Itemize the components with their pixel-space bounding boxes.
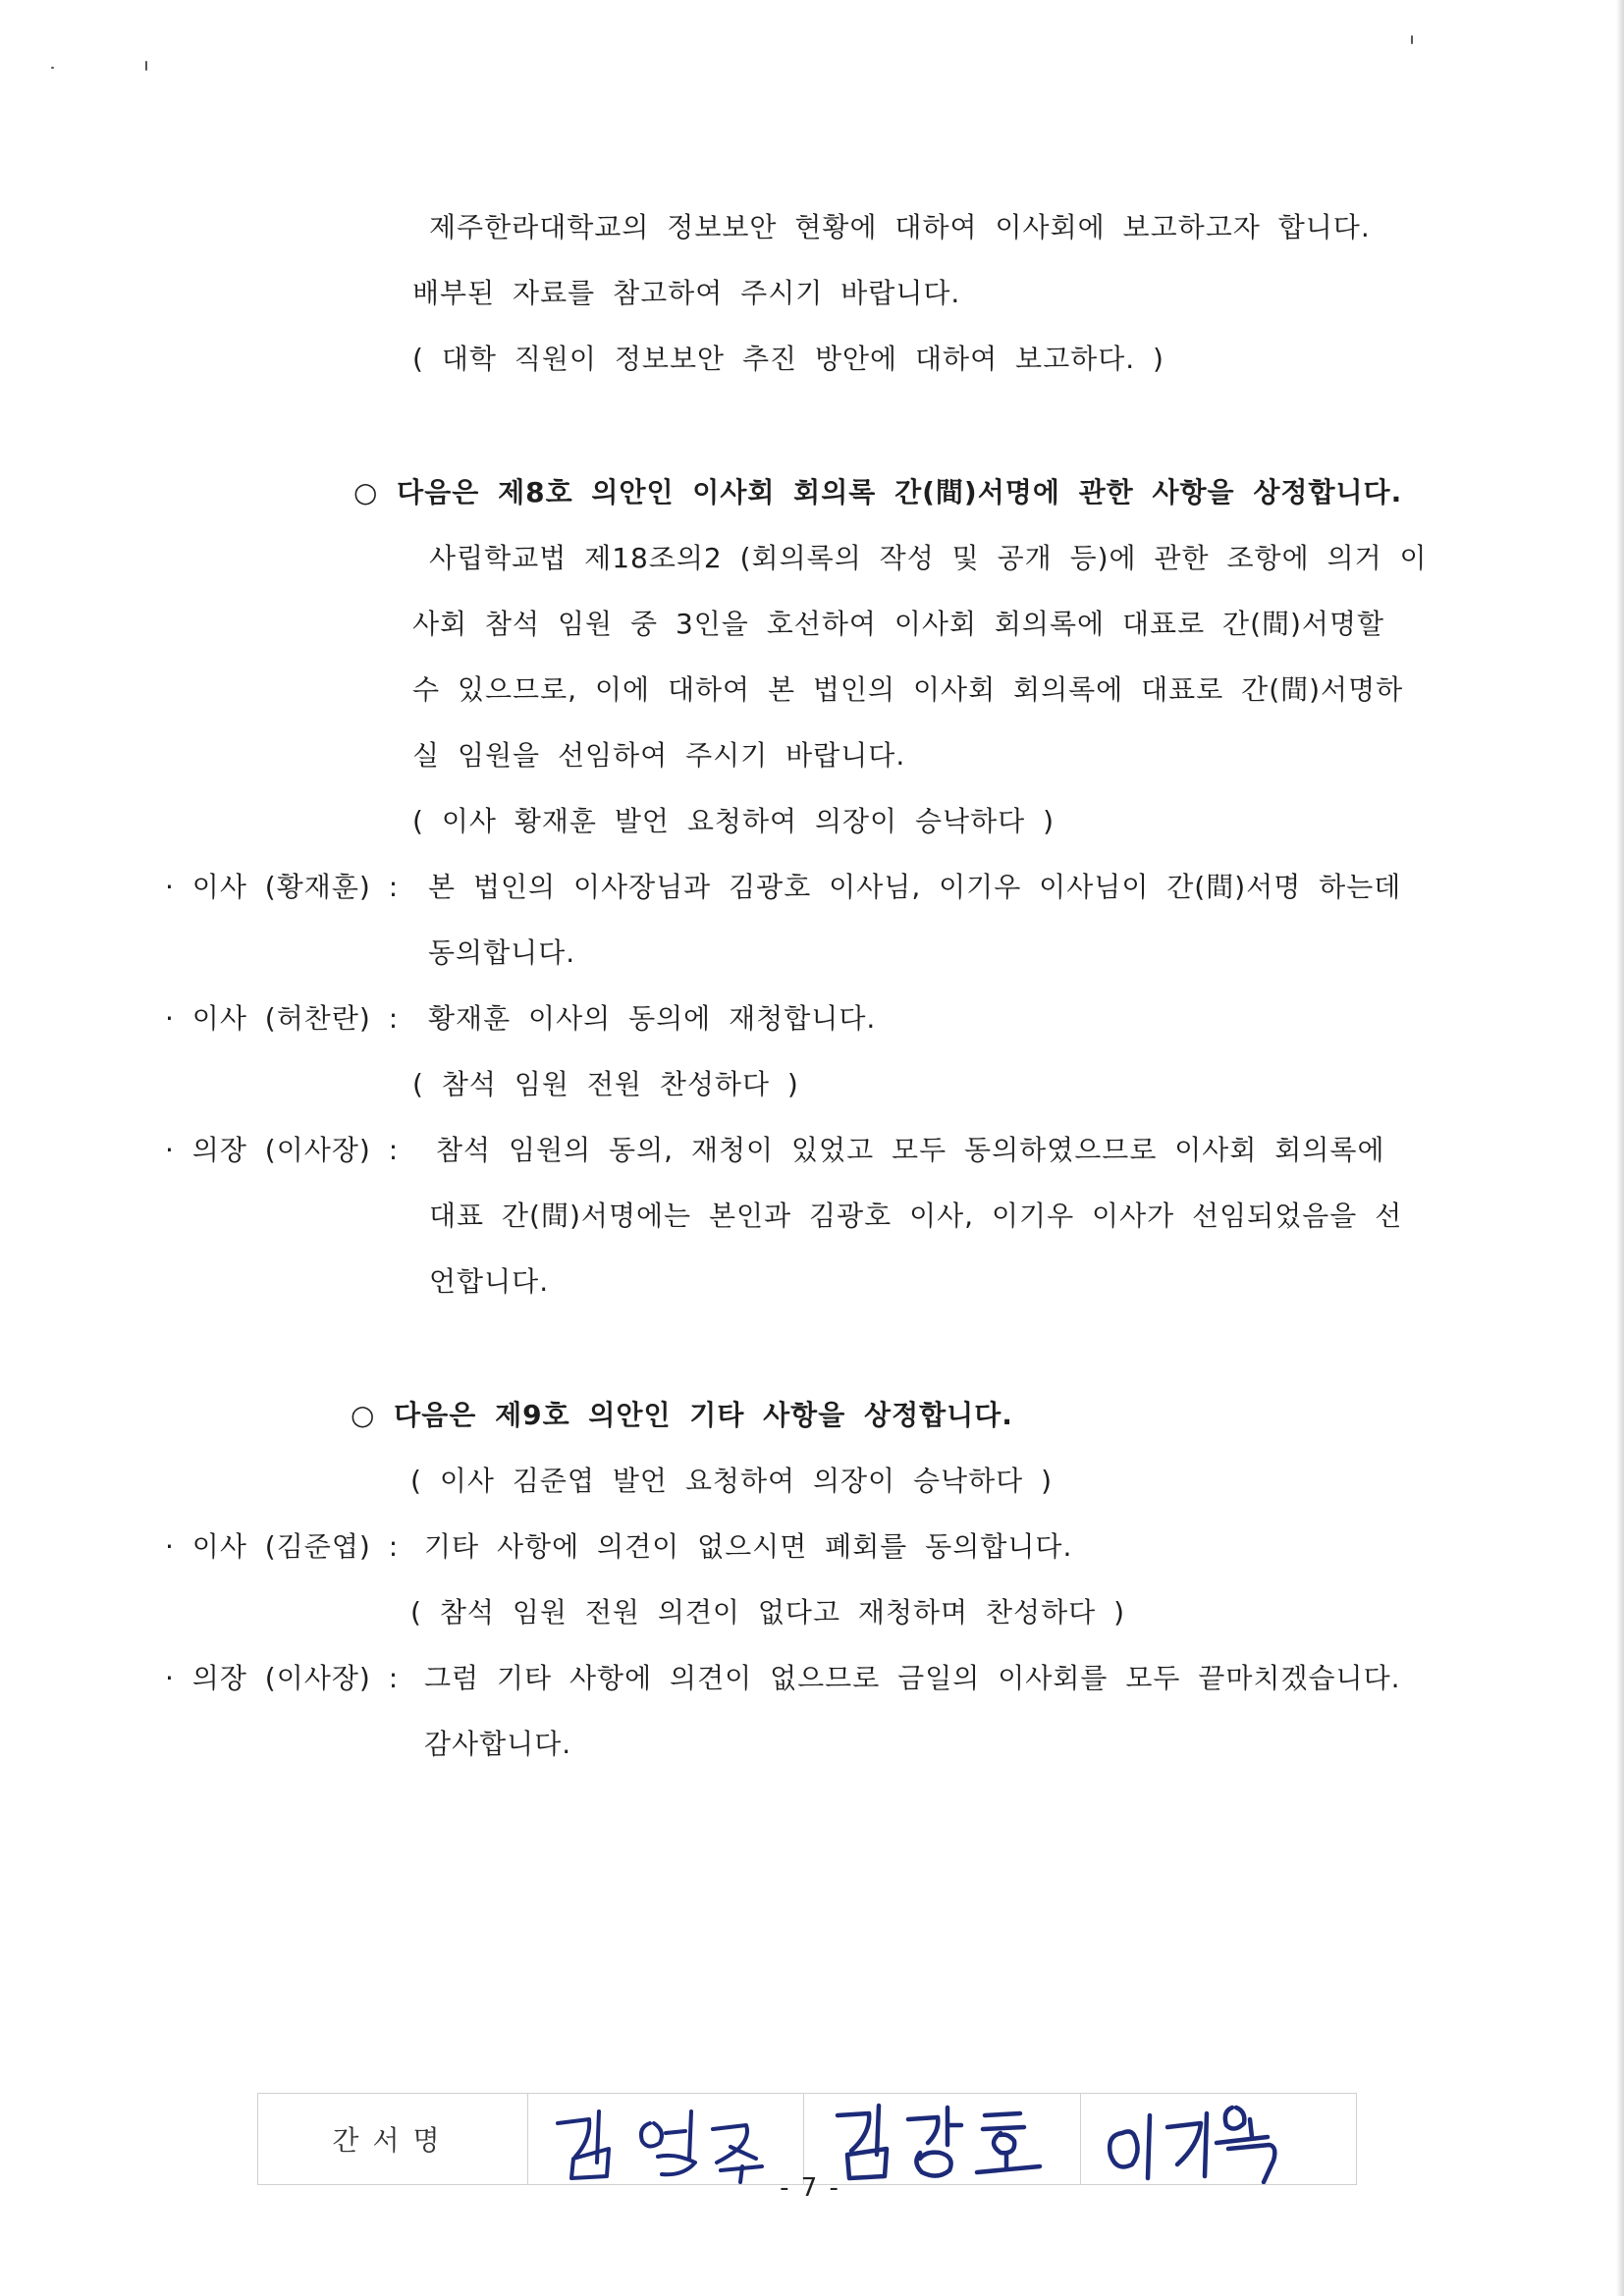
scan-speck <box>51 67 54 69</box>
speaker-label: · 이사 (김준엽) : <box>165 1530 400 1563</box>
item9-note: ( 이사 김준엽 발언 요청하여 의장이 승낙하다 ) <box>410 1465 1054 1497</box>
scan-speck <box>145 61 147 71</box>
item8-body-line: 사립학교법 제18조의2 (회의록의 작성 및 공개 등)에 관한 조항에 의거 이 <box>429 542 1428 574</box>
speech-line: 참석 임원의 동의, 재청이 있었고 모두 동의하였으므로 이사회 회의록에 <box>436 1134 1385 1166</box>
speech-line: 동의합니다. <box>428 936 576 969</box>
speaker-label: · 이사 (허찬란) : <box>165 1002 400 1035</box>
item8-heading: ○ 다음은 제8호 의안인 이사회 회의록 간(間)서명에 관한 사항을 상정합니다. <box>353 476 1403 508</box>
item9-note-2: ( 참석 임원 전원 의견이 없다고 재청하며 찬성하다 ) <box>410 1596 1126 1629</box>
speaker-label: · 의장 (이사장) : <box>165 1662 400 1694</box>
report-note: ( 대학 직원이 정보보안 추진 방안에 대하여 보고하다. ) <box>412 343 1164 375</box>
signature-label: 간서명 <box>258 2094 528 2184</box>
signature-cell <box>1081 2094 1356 2184</box>
handwritten-signature-3 <box>1081 2094 1356 2184</box>
speaker-label: · 이사 (황재훈) : <box>165 871 400 903</box>
scan-edge <box>1616 0 1624 2296</box>
speech-line: 그럼 기타 사항에 의견이 없으므로 금일의 이사회를 모두 끝마치겠습니다. <box>424 1662 1401 1694</box>
item8-body-line: 수 있으므로, 이에 대하여 본 법인의 이사회 회의록에 대표로 간(間)서명하 <box>412 673 1404 706</box>
page-number: - 7 - <box>780 2173 840 2203</box>
item9-heading: ○ 다음은 제9호 의안인 기타 사항을 상정합니다. <box>351 1399 1013 1431</box>
speech-line: 본 법인의 이사장님과 김광호 이사님, 이기우 이사님이 간(間)서명 하는데 <box>428 871 1402 903</box>
report-line-2: 배부된 자료를 참고하여 주시기 바랍니다. <box>412 277 961 309</box>
speech-line: 감사합니다. <box>424 1728 572 1760</box>
item8-body-line: 사회 참석 임원 중 3인을 호선하여 이사회 회의록에 대표로 간(間)서명할 <box>412 608 1385 640</box>
item8-note: ( 이사 황재훈 발언 요청하여 의장이 승낙하다 ) <box>412 805 1056 837</box>
scan-speck <box>1411 35 1413 44</box>
speech-line: 언합니다. <box>429 1265 550 1298</box>
speaker-label: · 의장 (이사장) : <box>165 1134 400 1166</box>
speech-line: 황재훈 이사의 동의에 재청합니다. <box>428 1002 877 1035</box>
item8-body-line: 실 임원을 선임하여 주시기 바랍니다. <box>412 739 906 772</box>
speech-line: 기타 사항에 의견이 없으시면 폐회를 동의합니다. <box>424 1530 1073 1563</box>
report-line-1: 제주한라대학교의 정보보안 현황에 대하여 이사회에 보고하고자 합니다. <box>429 211 1371 243</box>
item8-note-2: ( 참석 임원 전원 찬성하다 ) <box>412 1068 799 1100</box>
speech-line: 대표 간(間)서명에는 본인과 김광호 이사, 이기우 이사가 선임되었음을 선 <box>429 1200 1403 1232</box>
